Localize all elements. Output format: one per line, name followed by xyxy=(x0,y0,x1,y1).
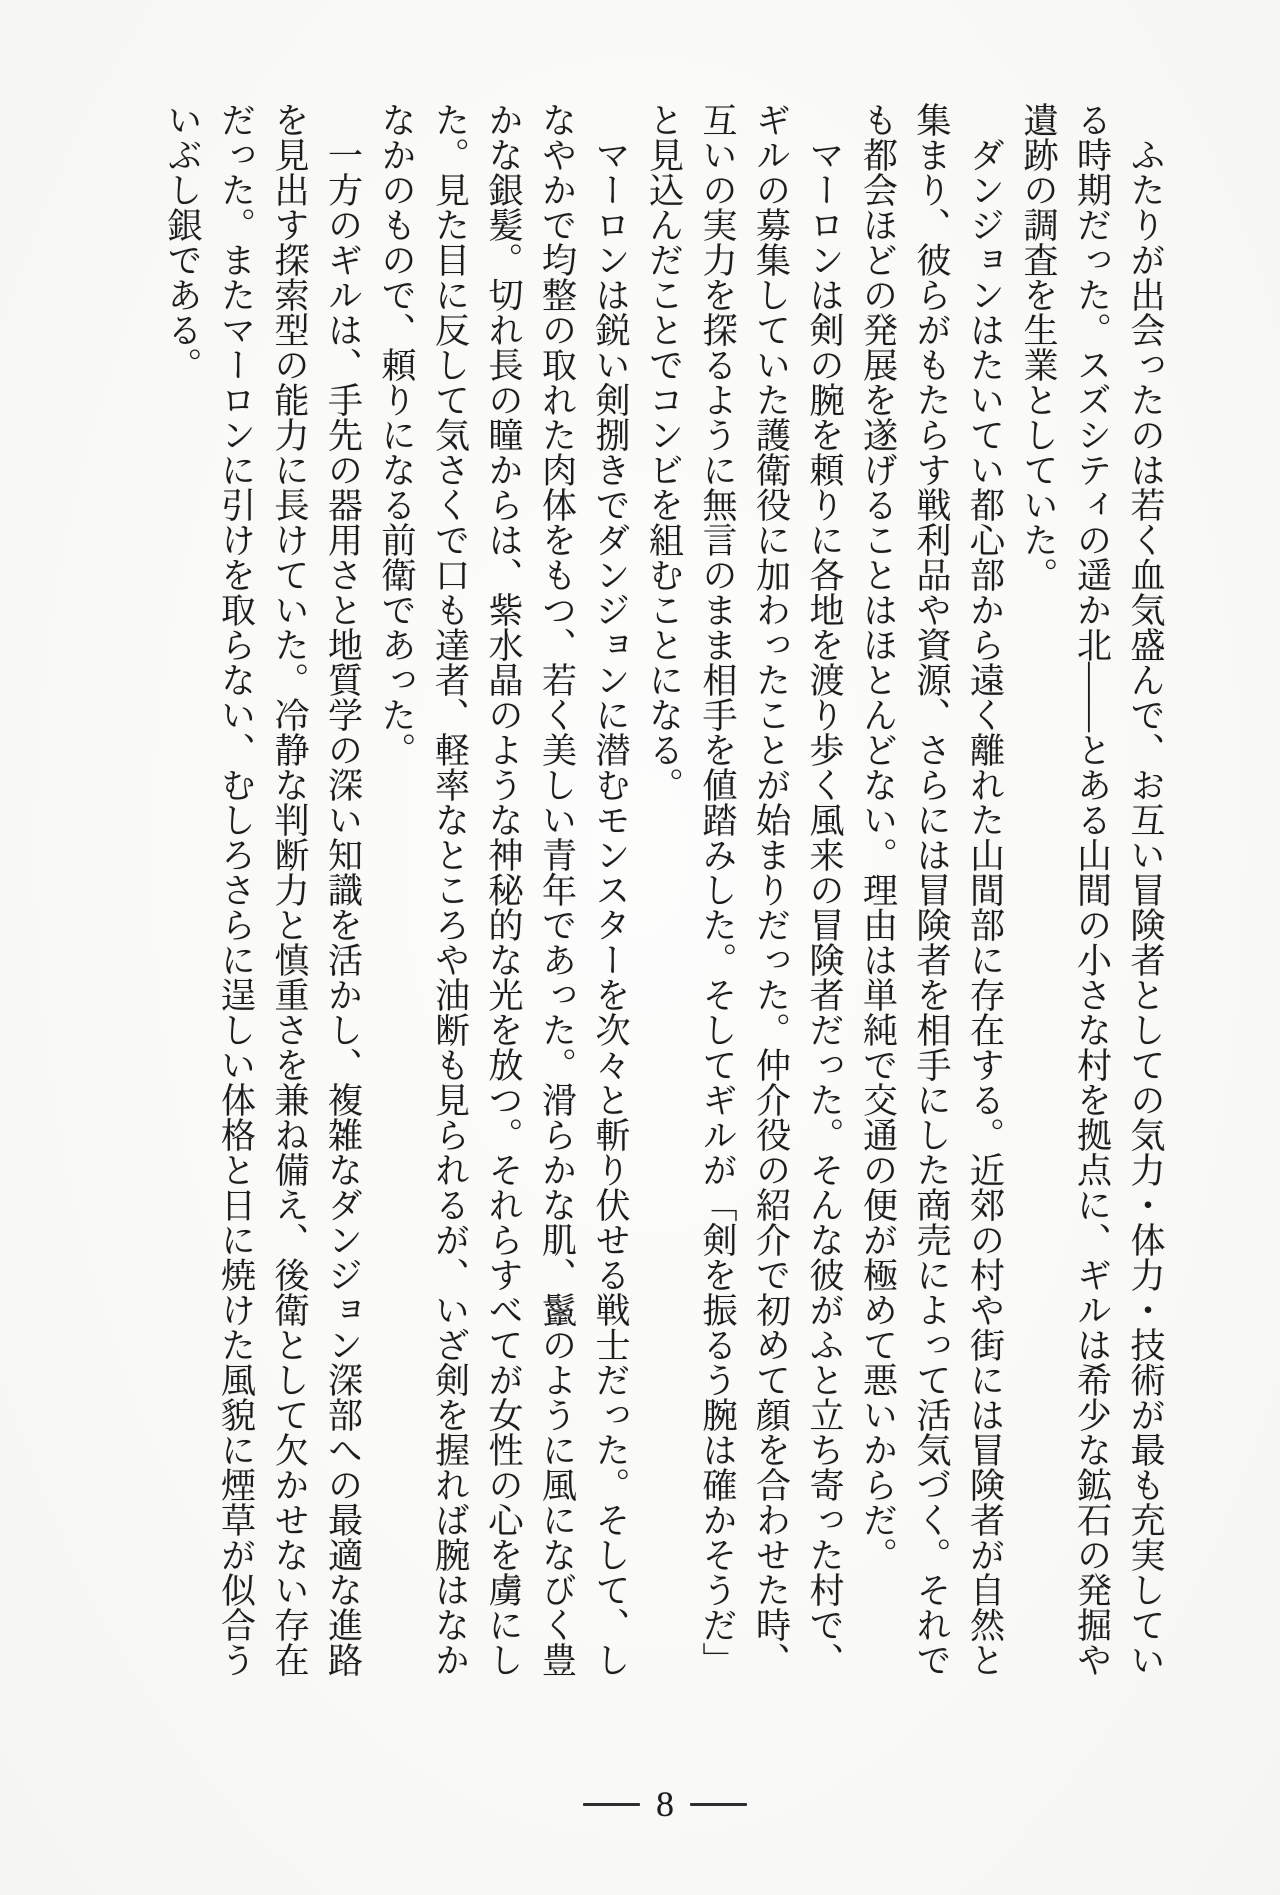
page-number: 8 xyxy=(656,1784,674,1824)
footer-dash-left-icon xyxy=(583,1803,640,1806)
paragraph-5: 一方のギルは、手先の器用さと地質学の深い知識を活かし、複雑なダンジョン深部への最適な進路を見出す探索型の能力に長けていた。冷静な判断力と慎重さを兼ね備え、後衛として欠かせない存在だった。またマーロンに引けを取らない、むしろさらに逞しい体格と日に焼けた風貌に煙草が似合ういぶし銀である。 xyxy=(163,102,363,1677)
paragraph-3: マーロンは剣の腕を頼りに各地を渡り歩く風来の冒険者だった。そんな彼がふと立ち寄った村で、ギルの募集していた護衛役に加わったことが始まりだった。仲介役の紹介で初めて顔を合わせた時、互いの実力を探るように無言のまま相手を値踏みした。そしてギルが「剣を振るう腕は確かそうだ」と見込んだことでコンビを組むことになる。 xyxy=(644,102,844,1677)
paragraph-2: ダンジョンはたいてい都心部から遠く離れた山間部に存在する。近郊の村や街には冒険者が自然と集まり、彼らがもたらす戦利品や資源、さらには冒険者を相手にした商売によって活気づく。それでも都会ほどの発展を遂げることはほとんどない。理由は単純で交通の便が極めて悪いからだ。 xyxy=(858,102,1005,1677)
footer-dash-right-icon xyxy=(690,1803,747,1806)
paragraph-1: ふたりが出会ったのは若く血気盛んで、お互い冒険者としての気力・体力・技術が最も充実している時期だった。スズシティの遥か北——とある山間の小さな村を拠点に、ギルは希少な鉱石の発掘や遺跡の調査を生業としていた。 xyxy=(1019,102,1165,1677)
paragraph-4: マーロンは鋭い剣捌きでダンジョンに潜むモンスターを次々と斬り伏せる戦士だった。そして、しなやかで均整の取れた肉体をもつ、若く美しい青年であった。滑らかな肌、鬣のように風になびく豊かな銀髪。切れ長の瞳からは、紫水晶のような神秘的な光を放つ。それらすべてが女性の心を虜にした。見た目に反して気さくで口も達者、軽率なところや油断も見られるが、いざ剣を握れば腕はなかなかのもので、頼りになる前衛であった。 xyxy=(377,102,630,1677)
body-text xyxy=(156,102,1173,1684)
page-footer xyxy=(25,1786,1280,1822)
